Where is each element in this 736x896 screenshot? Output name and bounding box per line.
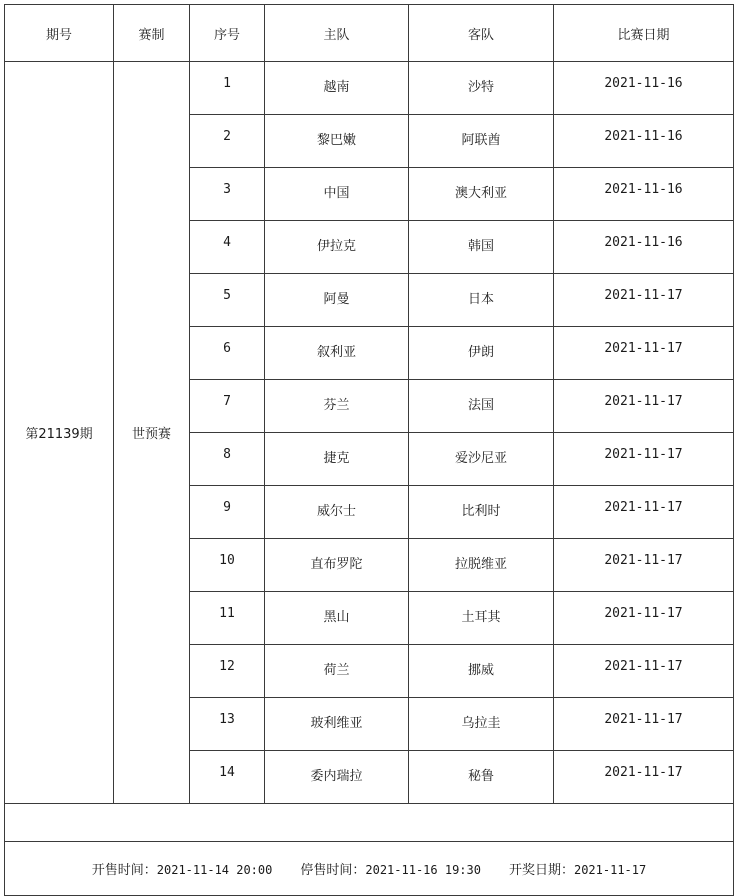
away-team: 韩国 [409,221,554,274]
match-index: 6 [190,327,265,380]
sale-start [92,859,273,878]
match-index: 10 [190,539,265,592]
home-team: 中国 [265,168,409,221]
sale-stop-label: 停售时间： [300,863,366,878]
away-team: 日本 [409,274,554,327]
match-date: 2021-11-16 [554,221,734,274]
match-date: 2021-11-17 [554,698,734,751]
home-team: 黎巴嫩 [265,115,409,168]
match-date: 2021-11-16 [554,115,734,168]
home-team: 直布罗陀 [265,539,409,592]
away-team: 伊朗 [409,327,554,380]
sale-stop [300,859,481,878]
table-row [5,62,734,115]
header-match-date: 比赛日期 [554,5,734,62]
draw-date-label: 开奖日期： [508,863,574,878]
home-team: 芬兰 [265,380,409,433]
match-date: 2021-11-16 [554,168,734,221]
home-team: 玻利维亚 [265,698,409,751]
home-team: 越南 [265,62,409,115]
match-date: 2021-11-17 [554,380,734,433]
match-schedule-table [4,4,734,896]
blank-row [5,804,734,842]
match-date: 2021-11-17 [554,433,734,486]
away-team: 比利时 [409,486,554,539]
match-index: 4 [190,221,265,274]
home-team: 捷克 [265,433,409,486]
sale-start-value: 2021-11-14 20:00 [156,863,273,877]
match-index: 5 [190,274,265,327]
footer-row [5,842,734,896]
home-team: 阿曼 [265,274,409,327]
draw-date [509,859,646,878]
match-index: 11 [190,592,265,645]
away-team: 秘鲁 [409,751,554,804]
header-away-team: 客队 [409,5,554,62]
away-team: 法国 [409,380,554,433]
header-index: 序号 [190,5,265,62]
blank-cell [5,804,734,842]
match-index: 7 [190,380,265,433]
match-index: 3 [190,168,265,221]
draw-date-value: 2021-11-17 [573,863,647,877]
away-team: 土耳其 [409,592,554,645]
away-team: 阿联酋 [409,115,554,168]
match-date: 2021-11-17 [554,539,734,592]
home-team: 黑山 [265,592,409,645]
match-date: 2021-11-17 [554,274,734,327]
match-date: 2021-11-16 [554,62,734,115]
away-team: 乌拉圭 [409,698,554,751]
away-team: 沙特 [409,62,554,115]
sale-start-label: 开售时间： [91,863,157,878]
match-date: 2021-11-17 [554,751,734,804]
home-team: 叙利亚 [265,327,409,380]
header-issue: 期号 [5,5,114,62]
away-team: 澳大利亚 [409,168,554,221]
header-row [5,5,734,62]
match-date: 2021-11-17 [554,327,734,380]
match-index: 12 [190,645,265,698]
sale-stop-value: 2021-11-16 19:30 [365,863,481,877]
match-index: 13 [190,698,265,751]
header-format: 赛制 [114,5,190,62]
match-date: 2021-11-17 [554,592,734,645]
home-team: 伊拉克 [265,221,409,274]
match-index: 14 [190,751,265,804]
sale-info [5,842,734,896]
home-team: 委内瑞拉 [265,751,409,804]
match-index: 2 [190,115,265,168]
home-team: 威尔士 [265,486,409,539]
home-team: 荷兰 [265,645,409,698]
match-index: 9 [190,486,265,539]
match-index: 1 [190,62,265,115]
match-date: 2021-11-17 [554,486,734,539]
match-index: 8 [190,433,265,486]
away-team: 拉脱维亚 [409,539,554,592]
issue-number: 第21139期 [5,62,114,804]
header-home-team: 主队 [265,5,409,62]
away-team: 爱沙尼亚 [409,433,554,486]
away-team: 挪威 [409,645,554,698]
competition-format: 世预赛 [114,62,190,804]
match-date: 2021-11-17 [554,645,734,698]
